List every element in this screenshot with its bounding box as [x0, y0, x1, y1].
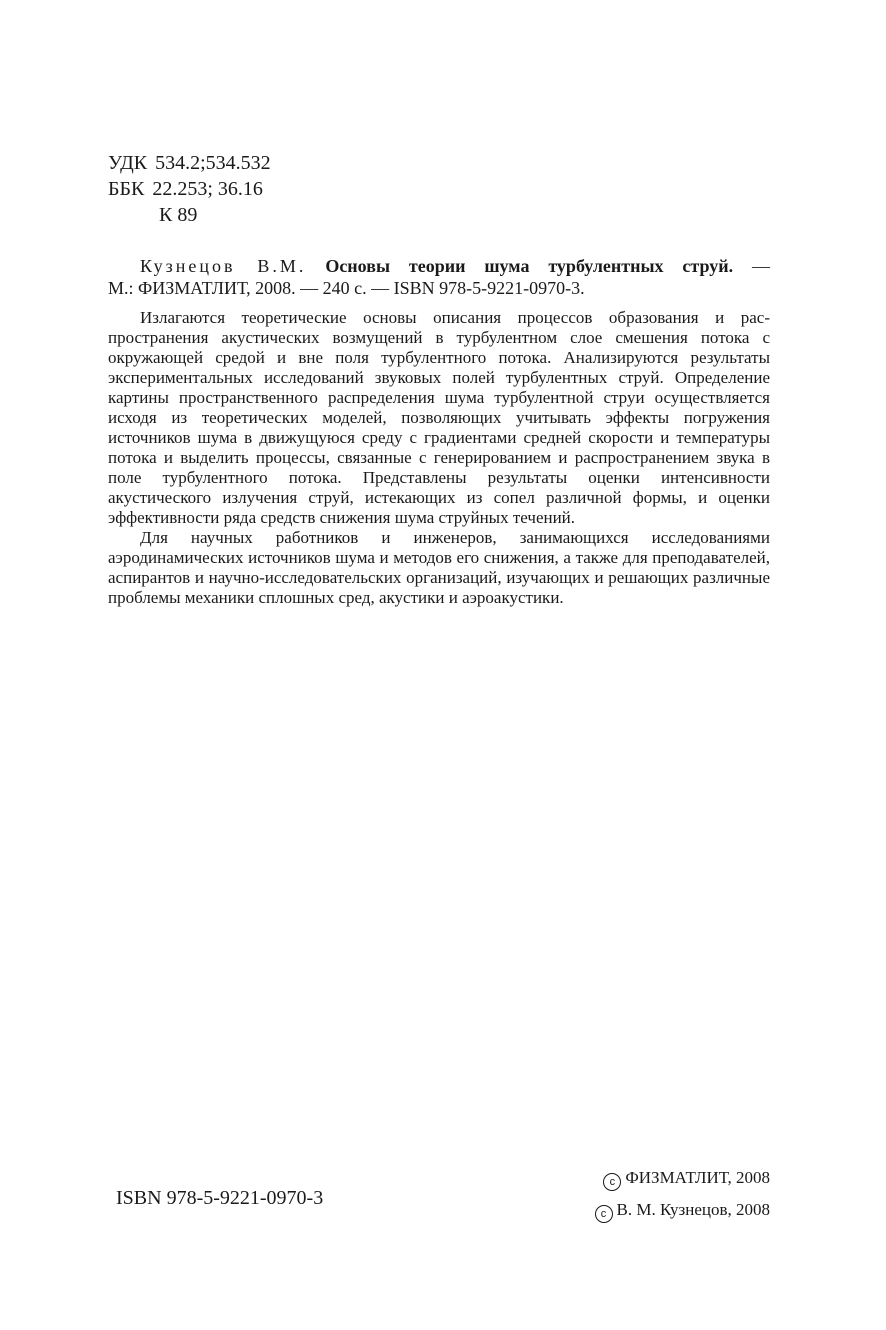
- annotation: [108, 308, 770, 608]
- biblio-dash: —: [752, 256, 771, 276]
- copyright-icon: c: [603, 1173, 621, 1191]
- copyright-author: В. М. Кузнецов, 2008: [616, 1200, 770, 1219]
- annotation-paragraph-2: Для научных работников и инженеров, занимающихся исследованиями аэродинамических источников шума и методов его снижения, а также для преподавателей, аспирантов и научно-исследовательских организаций, изучающих и решающих различные проблемы механики сплошных сред, акустики и аэроакустики.: [108, 528, 770, 607]
- copyright-block: [590, 1162, 770, 1226]
- bbk-line: [108, 176, 271, 202]
- bbk-value: 22.253; 36.16: [152, 178, 263, 200]
- udk-value: 534.2;534.532: [155, 152, 271, 174]
- copyright-publisher: ФИЗМАТЛИТ, 2008: [625, 1168, 770, 1187]
- annotation-paragraph-1: Излагаются теоретические основы описания процессов образования и распространения акустических возмущений в турбулентном слое смешения потока с окружающей средой и вне поля турбулентного потока. Анализируются результаты экспериментальных исследований звуковых полей турбулентных струй. Определение картины пространственного распределения шума турбулентной струи осуществляется исходя из теоретических моделей, позволяющих учитывать эффекты погружения источников шума в движущуюся среду с градиентами средней скорости и температуры потока и выделить процессы, связанные с генерированием и распространением звука в поле турбулентного потока. Представлены результаты оценки интенсивности акустического излучения струй, истекающих из сопел различной формы, и оценки эффективности ряда средств снижения шума струйных течений.: [108, 308, 770, 527]
- author-mark: К 89: [159, 204, 198, 226]
- bbk-label: ББК: [108, 178, 145, 200]
- copyright-icon: c: [595, 1205, 613, 1223]
- bibliographic-entry: [108, 255, 770, 299]
- copyright-author-line: [590, 1194, 770, 1226]
- isbn: ISBN 978-5-9221-0970-3: [116, 1187, 324, 1209]
- biblio-publication: М.: ФИЗМАТЛИТ, 2008. — 240 с. — ISBN 978-5-9221-0970-3.: [108, 278, 585, 298]
- copyright-publisher-line: [590, 1162, 770, 1194]
- classification-block: [108, 150, 271, 228]
- udk-line: [108, 150, 271, 176]
- biblio-title: Основы теории шума турбулентных струй.: [325, 256, 734, 276]
- biblio-line-1: [108, 255, 770, 277]
- biblio-author: Кузнецов В.М.: [140, 256, 307, 276]
- udk-label: УДК: [108, 152, 148, 174]
